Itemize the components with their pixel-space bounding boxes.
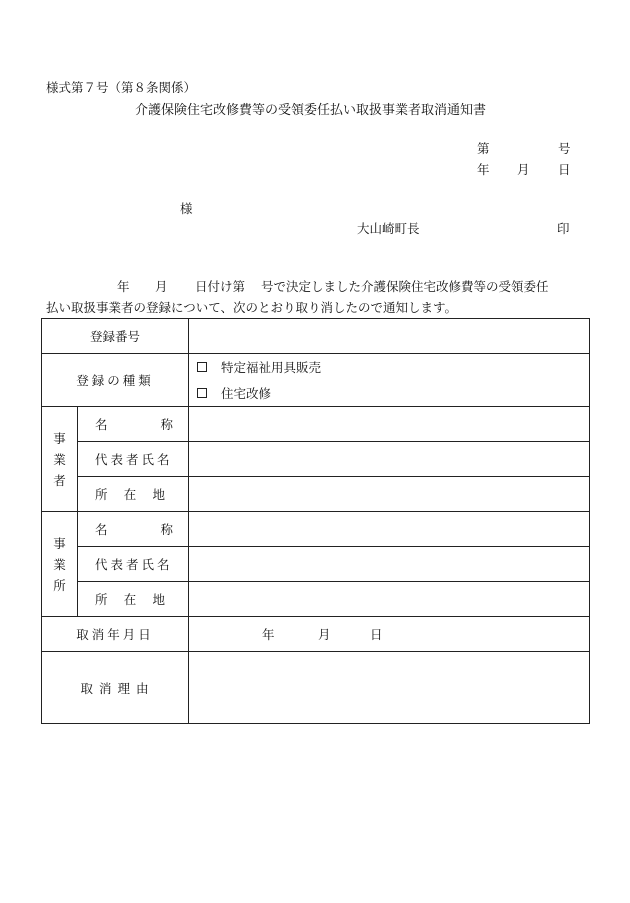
office-address-label: 所 在 地 <box>78 582 189 617</box>
office-representative-label: 代表者氏名 <box>78 547 189 582</box>
cancellation-date-label: 取消年月日 <box>42 617 189 652</box>
option-label-home-renovation: 住宅改修 <box>221 386 272 401</box>
registration-type-option <box>196 354 589 380</box>
cancellation-date-day: 日 <box>370 627 383 642</box>
addressee-honorific: 様 <box>180 201 193 216</box>
registration-type-row <box>42 354 590 407</box>
operator-name-row <box>42 407 590 442</box>
issue-date-year: 年 <box>477 162 490 177</box>
office-address-field[interactable] <box>189 582 590 617</box>
operator-representative-label: 代表者氏名 <box>78 442 189 477</box>
office-representative-row <box>42 547 590 582</box>
cancellation-date-month: 月 <box>318 627 331 642</box>
body-month: 月 <box>155 279 168 294</box>
option-label-welfare-equipment: 特定福祉用具販売 <box>221 360 322 375</box>
body-line-2: 払い取扱事業者の登録について、次のとおり取り消したので通知します。 <box>46 300 458 315</box>
registration-type-options <box>189 354 590 407</box>
body-rest: 号で決定しました介護保険住宅改修費等の受領委任 <box>261 279 549 294</box>
operator-name-label: 名 称 <box>78 407 189 442</box>
document-title: 介護保険住宅改修費等の受領委任払い取扱事業者取消通知書 <box>135 103 487 118</box>
document-number-prefix: 第 <box>477 141 490 156</box>
operator-name-field[interactable] <box>189 407 590 442</box>
issuer-name: 大山崎町長 <box>357 221 420 236</box>
form-label: 様式第７号（第８条関係） <box>46 80 197 95</box>
office-name-label: 名 称 <box>78 512 189 547</box>
office-name-field[interactable] <box>189 512 590 547</box>
issue-date-day: 日 <box>558 162 571 177</box>
office-address-row <box>42 582 590 617</box>
cancellation-reason-row <box>42 652 590 724</box>
cancellation-date-field[interactable] <box>189 617 590 652</box>
registration-type-label: 登録の種類 <box>42 354 189 407</box>
operator-address-label: 所 在 地 <box>78 477 189 512</box>
document-number-suffix: 号 <box>558 141 571 156</box>
cancellation-reason-field[interactable] <box>189 652 590 724</box>
seal-mark: 印 <box>557 221 570 236</box>
operator-representative-field[interactable] <box>189 442 590 477</box>
cancellation-reason-label: 取 消 理 由 <box>42 652 189 724</box>
cancellation-date-row <box>42 617 590 652</box>
checkbox-home-renovation[interactable] <box>197 388 207 398</box>
registration-number-label: 登録番号 <box>42 319 189 354</box>
operator-address-field[interactable] <box>189 477 590 512</box>
office-representative-field[interactable] <box>189 547 590 582</box>
business-office-group-label: 事 業 所 <box>42 512 78 617</box>
issue-date-month: 月 <box>517 162 530 177</box>
registration-number-field[interactable] <box>189 319 590 354</box>
checkbox-welfare-equipment[interactable] <box>197 362 207 372</box>
cancellation-form-table <box>41 318 590 724</box>
body-dated: 日付け第 <box>195 279 246 294</box>
office-name-row <box>42 512 590 547</box>
registration-number-row <box>42 319 590 354</box>
operator-representative-row <box>42 442 590 477</box>
cancellation-date-year: 年 <box>262 627 275 642</box>
business-operator-group-label: 事 業 者 <box>42 407 78 512</box>
body-year: 年 <box>117 279 130 294</box>
operator-address-row <box>42 477 590 512</box>
registration-type-option <box>196 380 589 406</box>
